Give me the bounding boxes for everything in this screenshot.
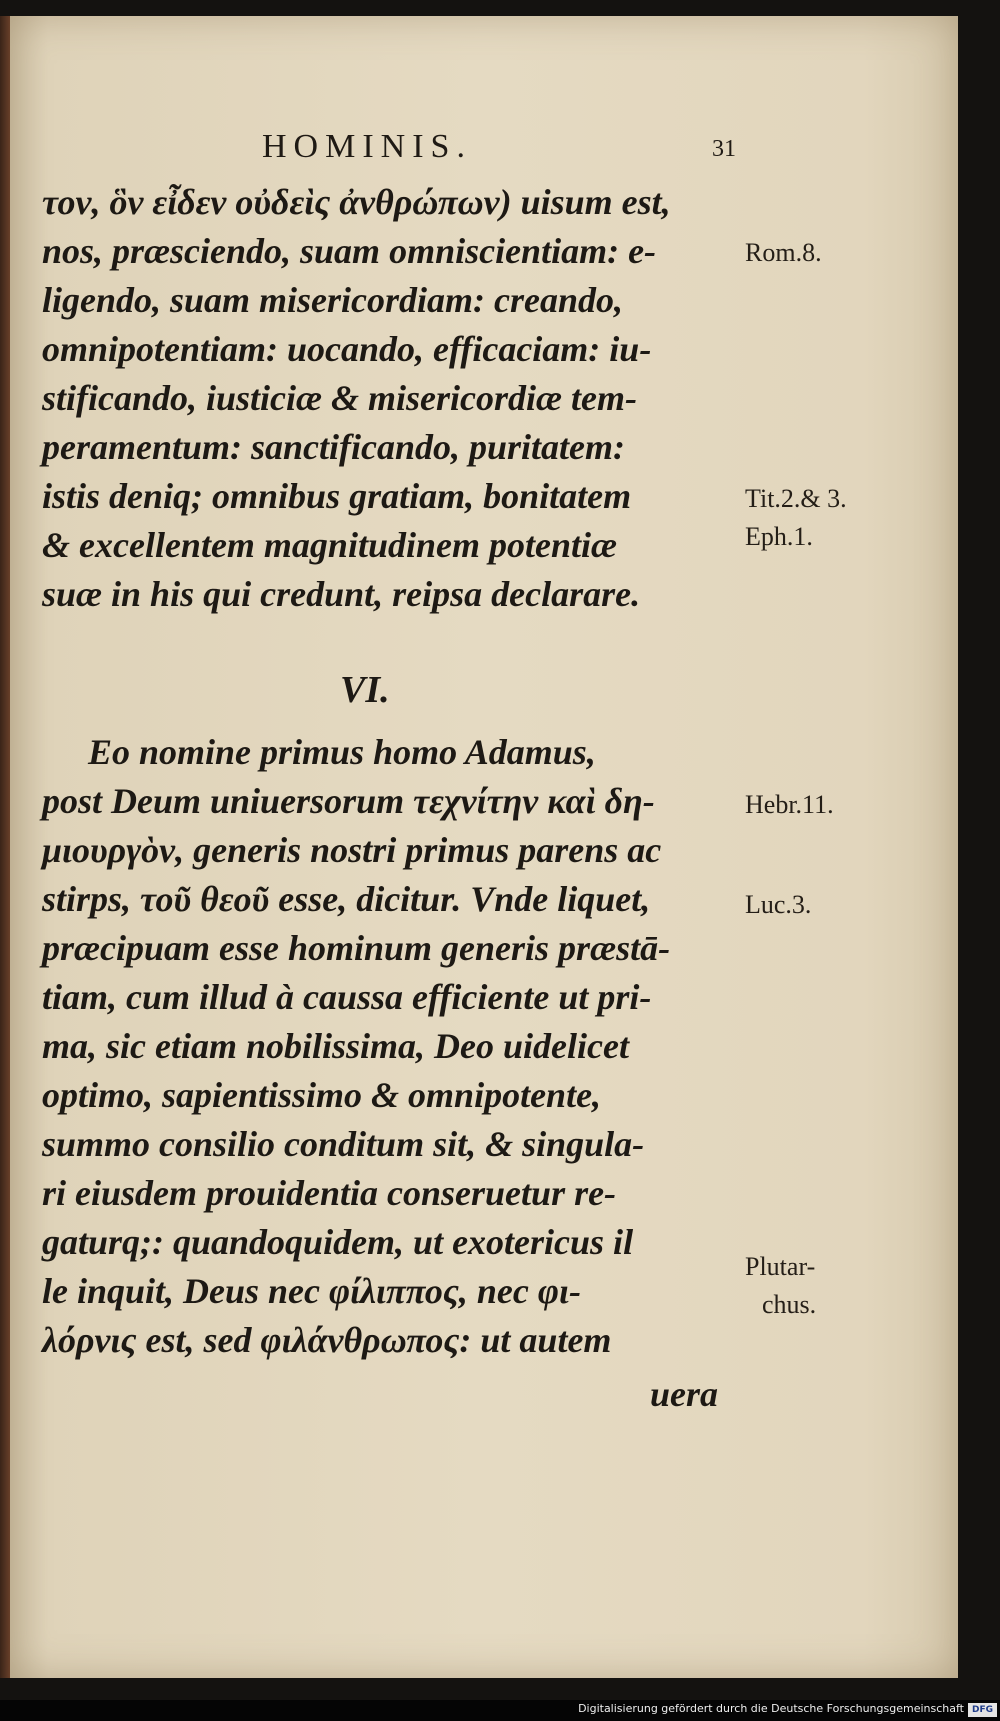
section-line: le inquit, Deus nec φίλιππος, nec φι- (42, 1271, 581, 1311)
body-line: suæ in his qui credunt, reipsa declarare. (42, 574, 641, 614)
section-line: μιουργὸν, generis nostri primus parens ac (42, 830, 662, 870)
body-line: ligendo, suam misericordiam: creando, (42, 280, 624, 320)
margin-note-rom: Rom.8. (745, 238, 822, 267)
page-number: 31 (712, 136, 736, 162)
margin-note-luc: Luc.3. (745, 890, 812, 919)
body-line: nos, præsciendo, suam omniscientiam: e- (42, 231, 657, 271)
section-line: tiam, cum illud à caussa efficiente ut pri- (42, 977, 652, 1017)
margin-note-plutarchus-1: Plutar- (745, 1252, 816, 1281)
funding-credit: Digitalisierung gefördert durch die Deutsche Forschungsgemeinschaft (578, 1702, 964, 1715)
section-line: præcipuam esse hominum generis præstā- (42, 928, 671, 968)
margin-note-tit: Tit.2.& 3. (745, 484, 847, 513)
margin-note-plutarchus-2: chus. (762, 1290, 817, 1319)
section-line: λόρνις est, sed φιλάνθρωπος: ut autem (42, 1320, 612, 1360)
body-line: τον, ὃν εἶδεν οὐδεὶς ἀνθρώπων) uisum est, (42, 182, 671, 222)
margin-note-hebr: Hebr.11. (745, 790, 834, 819)
section-line: ma, sic etiam nobilissima, Deo uidelicet (42, 1026, 629, 1066)
section-line: Eo nomine primus homo Adamus, (88, 732, 596, 772)
section-heading: VI. (340, 669, 390, 711)
section-line: gaturq;: quandoquidem, ut exotericus il (42, 1222, 634, 1262)
body-line: peramentum: sanctificando, puritatem: (42, 427, 626, 467)
section-line: stirps, τοῦ θεοῦ esse, dicitur. Vnde liquet, (42, 879, 651, 919)
body-line: stificando, iusticiæ & misericordiæ tem- (42, 378, 637, 418)
section-line: summo consilio conditum sit, & singula- (42, 1124, 645, 1164)
section-line: ri eiusdem prouidentia conseruetur re- (42, 1173, 617, 1213)
body-line: & excellentem magnitudinem potentiæ (42, 525, 617, 565)
section-line: optimo, sapientissimo & omnipotente, (42, 1075, 602, 1115)
section-line: post Deum uniuersorum τεχνίτην καὶ δη- (42, 781, 655, 821)
body-line: istis deniq; omnibus gratiam, bonitatem (42, 476, 632, 516)
dfg-logo: DFG (968, 1703, 997, 1717)
running-head: HOMINIS. (262, 128, 472, 165)
margin-note-eph: Eph.1. (745, 522, 813, 551)
catchword: uera (650, 1374, 719, 1414)
body-line: omnipotentiam: uocando, efficaciam: iu- (42, 329, 652, 369)
